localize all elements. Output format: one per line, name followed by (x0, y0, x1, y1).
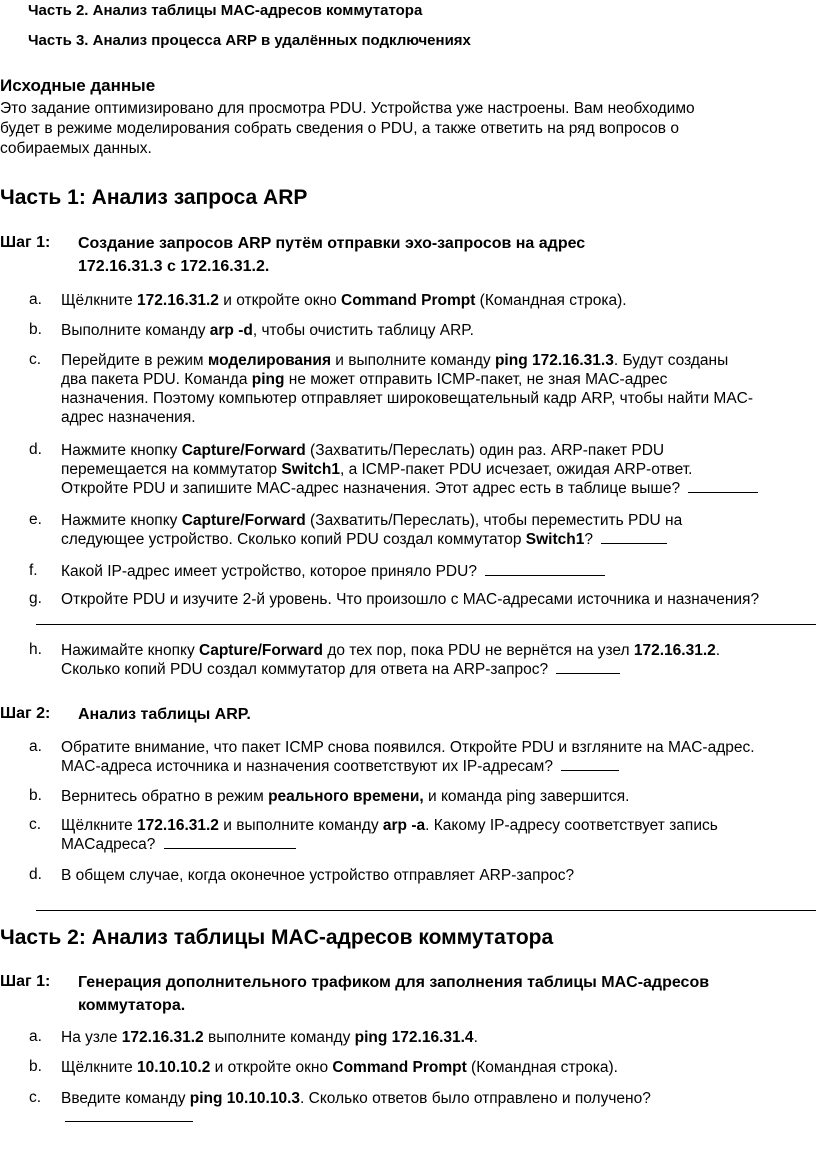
text-run: два пакета PDU. Команда (61, 371, 252, 388)
list-item-letter: c. (29, 351, 42, 368)
text-run: , а ICMP-пакет PDU исчезает, ожидая ARP-ответ. (339, 461, 693, 478)
list-item-line (61, 1028, 816, 1047)
text-run: перемещается на коммутатор (61, 461, 282, 478)
text-run: Сколько копий PDU создал коммутатор для ответа на ARP-запрос? (61, 661, 553, 678)
text-run: Откройте PDU и запишите MAC-адрес назначения. Этот адрес есть в таблице выше? (61, 480, 685, 497)
list-item (61, 291, 816, 310)
text-run: Откройте PDU и изучите 2-й уровень. Что произошло с MAC-адресами источника и назначения? (61, 591, 760, 608)
text-run: назначения. Поэтому компьютер отправляет широковещательный кадр ARP, чтобы найти MAC- (61, 390, 754, 407)
list-item (61, 738, 816, 776)
answer-blank (485, 574, 605, 576)
bold-text-run: 10.10.10.2 (137, 1059, 211, 1076)
part1-step1-title-line1: Создание запросов ARP путём отправки эхо-запросов на адрес (78, 235, 586, 252)
text-run: . Сколько ответов было отправлено и получено? (300, 1090, 651, 1107)
background-heading: Исходные данные (0, 76, 156, 95)
part2-step1-title-line2: коммутатора. (78, 997, 186, 1014)
list-item (61, 1058, 816, 1077)
bold-text-run: реального времени, (268, 788, 424, 805)
list-item-letter: b. (29, 321, 42, 338)
list-item-line (61, 1089, 816, 1108)
list-item-letter: c. (29, 816, 42, 833)
list-item (61, 1089, 816, 1127)
toc-line-part3: Часть 3. Анализ процесса ARP в удалённых подключениях (28, 32, 471, 49)
list-item-line (61, 479, 816, 498)
answer-blank (65, 1120, 193, 1122)
part1-step1-title-line2: 172.16.31.3 с 172.16.31.2. (78, 258, 270, 275)
text-run: Нажмите кнопку (61, 512, 182, 529)
list-item-letter: g. (29, 590, 42, 607)
text-run: На узле (61, 1029, 122, 1046)
text-run: ? (584, 531, 598, 548)
list-item-letter: f. (29, 562, 38, 579)
bold-text-run: 172.16.31.2 (137, 292, 219, 309)
bold-text-run: моделирования (207, 352, 331, 369)
list-item-line (61, 787, 816, 806)
background-line-1: Это задание оптимизировано для просмотра PDU. Устройства уже настроены. Вам необходимо (0, 100, 695, 117)
list-item-line (61, 590, 816, 609)
list-item-letter: d. (29, 866, 42, 883)
list-item-line (61, 408, 816, 427)
list-item-line (61, 835, 816, 854)
text-run: Введите команду (61, 1090, 190, 1107)
list-item-letter: c. (29, 1089, 42, 1106)
part2-step1-number: Шаг 1: (0, 973, 51, 990)
list-item-letter: a. (29, 738, 42, 755)
list-item (61, 351, 816, 427)
text-run: Щёлкните (61, 1059, 138, 1076)
part1-step2-title: Анализ таблицы ARP. (78, 706, 251, 723)
text-run: (Командная строка). (466, 1059, 618, 1076)
bold-text-run: Capture/Forward (181, 512, 306, 529)
text-run: и откройте окно (218, 292, 342, 309)
text-run: до тех пор, пока PDU не вернётся на узел (323, 642, 634, 659)
bold-text-run: 172.16.31.2 (121, 1029, 204, 1046)
text-run: и откройте окно (210, 1059, 333, 1076)
list-item (61, 590, 816, 609)
answer-blank (688, 491, 758, 493)
list-item-letter: a. (29, 1028, 42, 1045)
answer-line (36, 624, 816, 625)
text-run: . Какому IP-адресу соответствует запись (425, 817, 718, 834)
bold-text-run: 172.16.31.2 (633, 642, 716, 659)
bold-text-run: 172.16.31.2 (137, 817, 219, 834)
list-item (61, 866, 816, 885)
list-item-letter: b. (29, 1058, 42, 1075)
list-item-line (61, 291, 816, 310)
text-run: Какой IP-адрес имеет устройство, которое приняло PDU? (61, 563, 482, 580)
answer-blank (556, 672, 620, 674)
list-item-line (61, 660, 816, 679)
bold-text-run: Capture/Forward (199, 642, 324, 659)
part2-heading: Часть 2: Анализ таблицы MAC-адресов коммутатора (0, 926, 554, 949)
toc-line-part2: Часть 2. Анализ таблицы MAC-адресов коммутатора (28, 2, 423, 19)
text-run: . (473, 1029, 478, 1046)
bold-text-run: ping 172.16.31.4 (354, 1029, 474, 1046)
text-run: (Захватить/Переслать) один раз. ARP-пакет PDU (305, 442, 665, 459)
list-item-line (61, 321, 816, 340)
list-item-line (61, 1108, 816, 1127)
list-item-line (61, 511, 816, 530)
list-item-letter: b. (29, 787, 42, 804)
bold-text-run: ping 10.10.10.3 (189, 1090, 301, 1107)
text-run: Нажимайте кнопку (61, 642, 199, 659)
list-item (61, 441, 816, 498)
bold-text-run: Capture/Forward (181, 442, 306, 459)
text-run: и выполните команду (218, 817, 383, 834)
part1-heading: Часть 1: Анализ запроса ARP (0, 186, 308, 209)
list-item-letter: a. (29, 291, 42, 308)
list-item-letter: e. (29, 511, 42, 528)
answer-blank (561, 769, 619, 771)
list-item (61, 1028, 816, 1047)
text-run: (Командная строка). (475, 292, 627, 309)
answer-blank (164, 847, 296, 849)
list-item-letter: d. (29, 441, 42, 458)
text-run: и команда ping завершится. (423, 788, 630, 805)
list-item-line (61, 816, 816, 835)
text-run: Вернитесь обратно в режим (61, 788, 269, 805)
text-run: не может отправить ICMP-пакет, не зная MAC-адрес (284, 371, 668, 388)
list-item (61, 321, 816, 340)
bold-text-run: Switch1 (281, 461, 340, 478)
list-item-letter: h. (29, 641, 42, 658)
text-run: MACадреса? (61, 836, 160, 853)
text-run: . Будут созданы (613, 352, 729, 369)
list-item-line (61, 351, 816, 370)
list-item-line (61, 562, 816, 581)
text-run: Щёлкните (61, 292, 138, 309)
text-run: выполните команду (203, 1029, 355, 1046)
list-item-line (61, 641, 816, 660)
list-item-line (61, 866, 816, 885)
text-run: Нажмите кнопку (61, 442, 182, 459)
background-line-3: собираемых данных. (0, 140, 152, 157)
bold-text-run: arp -a (382, 817, 426, 834)
list-item-line (61, 370, 816, 389)
list-item (61, 562, 816, 581)
bold-text-run: ping (251, 371, 285, 388)
list-item-line (61, 441, 816, 460)
answer-blank (601, 542, 667, 544)
bold-text-run: Switch1 (525, 531, 585, 548)
list-item (61, 511, 816, 549)
text-run: , чтобы очистить таблицу ARP. (252, 322, 474, 339)
text-run: адрес назначения. (61, 409, 196, 426)
text-run: Выполните команду (61, 322, 210, 339)
list-item-line (61, 757, 816, 776)
list-item-line (61, 530, 816, 549)
background-line-2: будет в режиме моделирования собрать сведения о PDU, а также ответить на ряд вопросов о (0, 120, 679, 137)
text-run: . (715, 642, 721, 659)
list-item-line (61, 738, 816, 757)
text-run: и выполните команду (331, 352, 495, 369)
text-run: следующее устройство. Сколько копий PDU создал коммутатор (61, 531, 526, 548)
text-run: Перейдите в режим (61, 352, 208, 369)
part2-step1-title (78, 971, 808, 1017)
text-run: Щёлкните (61, 817, 138, 834)
bold-text-run: arp -d (209, 322, 253, 339)
bold-text-run: Command Prompt (341, 292, 476, 309)
list-item-line (61, 460, 816, 479)
list-item (61, 641, 816, 679)
answer-line (36, 910, 816, 911)
part1-step2-number: Шаг 2: (0, 705, 51, 722)
list-item-line (61, 389, 816, 408)
part1-step1-title (78, 232, 808, 278)
bold-text-run: Command Prompt (332, 1059, 467, 1076)
text-run: MAC-адреса источника и назначения соответствуют их IP-адресам? (61, 758, 558, 775)
bold-text-run: ping 172.16.31.3 (494, 352, 614, 369)
text-run: (Захватить/Переслать), чтобы переместить PDU на (305, 512, 683, 529)
list-item (61, 816, 816, 854)
text-run: Обратите внимание, что пакет ICMP снова появился. Откройте PDU и взгляните на MAC-адрес. (61, 739, 755, 756)
part1-step1-number: Шаг 1: (0, 234, 51, 251)
text-run: В общем случае, когда оконечное устройство отправляет ARP-запрос? (61, 867, 575, 884)
list-item (61, 787, 816, 806)
list-item-line (61, 1058, 816, 1077)
part2-step1-title-line1: Генерация дополнительного трафиком для заполнения таблицы MAC-адресов (78, 974, 710, 991)
